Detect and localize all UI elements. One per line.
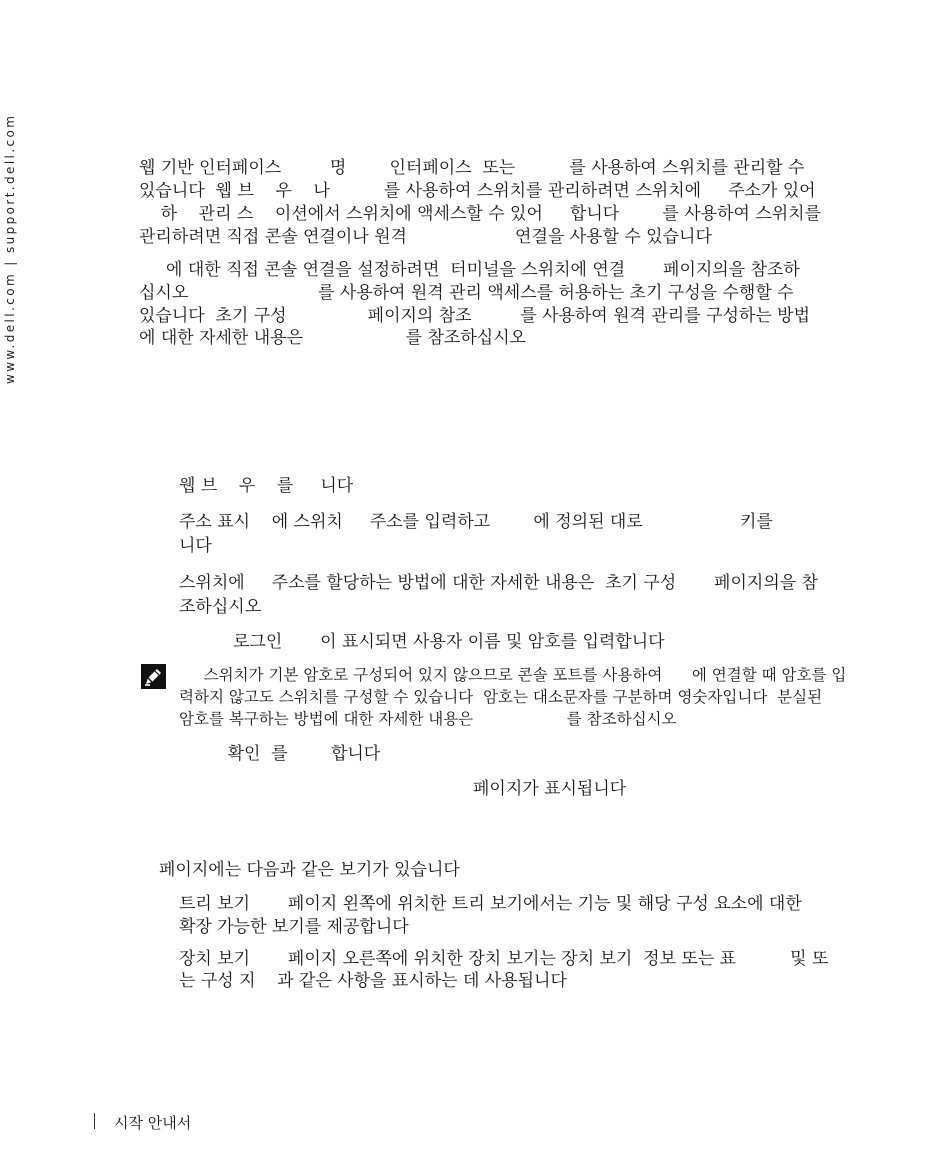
- step-2-line-1: 주소 표시 에 스위치 주소를 입력하고 에 정의된 대로 키를: [179, 512, 773, 532]
- intro-p2-line-1: 에 대한 직접 콘솔 연결을 설정하려면 터미널을 스위치에 연결 페이지의을 참조하: [139, 260, 800, 280]
- views-intro: 페이지에는 다음과 같은 보기가 있습니다: [159, 860, 460, 880]
- intro-p2-line-3: 있습니다 초기 구성 페이지의 참조 를 사용하여 원격 관리를 구성하는 방법: [139, 306, 810, 326]
- step-1: 웹 브 우 를 니다: [179, 476, 354, 496]
- intro-p1-line-3: 하 관리 스 이션에서 스위치에 액세스할 수 있어 합니다 를 사용하여 스위치를: [139, 204, 822, 224]
- step-2-note-line-2: 조하십시오: [179, 597, 262, 617]
- note-line-2: 력하지 않고도 스위치를 구성할 수 있습니다 암호는 대소문자를 구분하며 영숫자입니다 분실된: [179, 688, 823, 706]
- step-5: 페이지가 표시됩니다: [473, 779, 627, 799]
- tree-view-line-2: 확장 가능한 보기를 제공합니다: [179, 917, 409, 937]
- intro-p2-line-2: 십시오 를 사용하여 원격 관리 액세스를 허용하는 초기 구성을 수행할 수: [139, 283, 794, 303]
- footer-divider: [94, 1113, 95, 1129]
- intro-p1-line-2: 있습니다 웹 브 우 나 를 사용하여 스위치를 관리하려면 스위치에 주소가 있어: [139, 181, 816, 201]
- note-line-3: 암호를 복구하는 방법에 대한 자세한 내용은 를 참조하십시오: [179, 710, 677, 728]
- step-4: 확인 를 합니다: [179, 744, 381, 764]
- intro-p1-line-4: 관리하려면 직접 콘솔 연결이나 원격 연결을 사용할 수 있습니다: [139, 227, 712, 247]
- note-pencil-icon: [141, 664, 166, 689]
- step-3: 로그인 이 표시되면 사용자 이름 및 암호를 입력합니다: [179, 632, 665, 652]
- footer-label: 시작 안내서: [114, 1114, 192, 1132]
- step-2-line-2: 니다: [179, 536, 212, 556]
- sidebar-url: www.dell.com | support.dell.com: [3, 113, 17, 384]
- step-2-note-line-1: 스위치에 주소를 할당하는 방법에 대한 자세한 내용은 초기 구성 페이지의을 참: [179, 573, 818, 593]
- device-view-line-1: 장치 보기 페이지 오른쪽에 위치한 장치 보기는 장치 보기 정보 또는 표 및 또: [179, 949, 829, 969]
- intro-p1-line-1: 웹 기반 인터페이스 명 인터페이스 또는 를 사용하여 스위치를 관리할 수: [139, 158, 805, 178]
- intro-p2-line-4: 에 대한 자세한 내용은 를 참조하십시오: [139, 328, 527, 348]
- tree-view-line-1: 트리 보기 페이지 왼쪽에 위치한 트리 보기에서는 기능 및 해당 구성 요소에 대한: [179, 894, 802, 914]
- note-line-1: 스위치가 기본 암호로 구성되어 있지 않으므로 콘솔 포트를 사용하여 에 연결할 때 암호를 입: [179, 666, 847, 684]
- device-view-line-2: 는 구성 지 과 같은 사항을 표시하는 데 사용됩니다: [179, 971, 567, 991]
